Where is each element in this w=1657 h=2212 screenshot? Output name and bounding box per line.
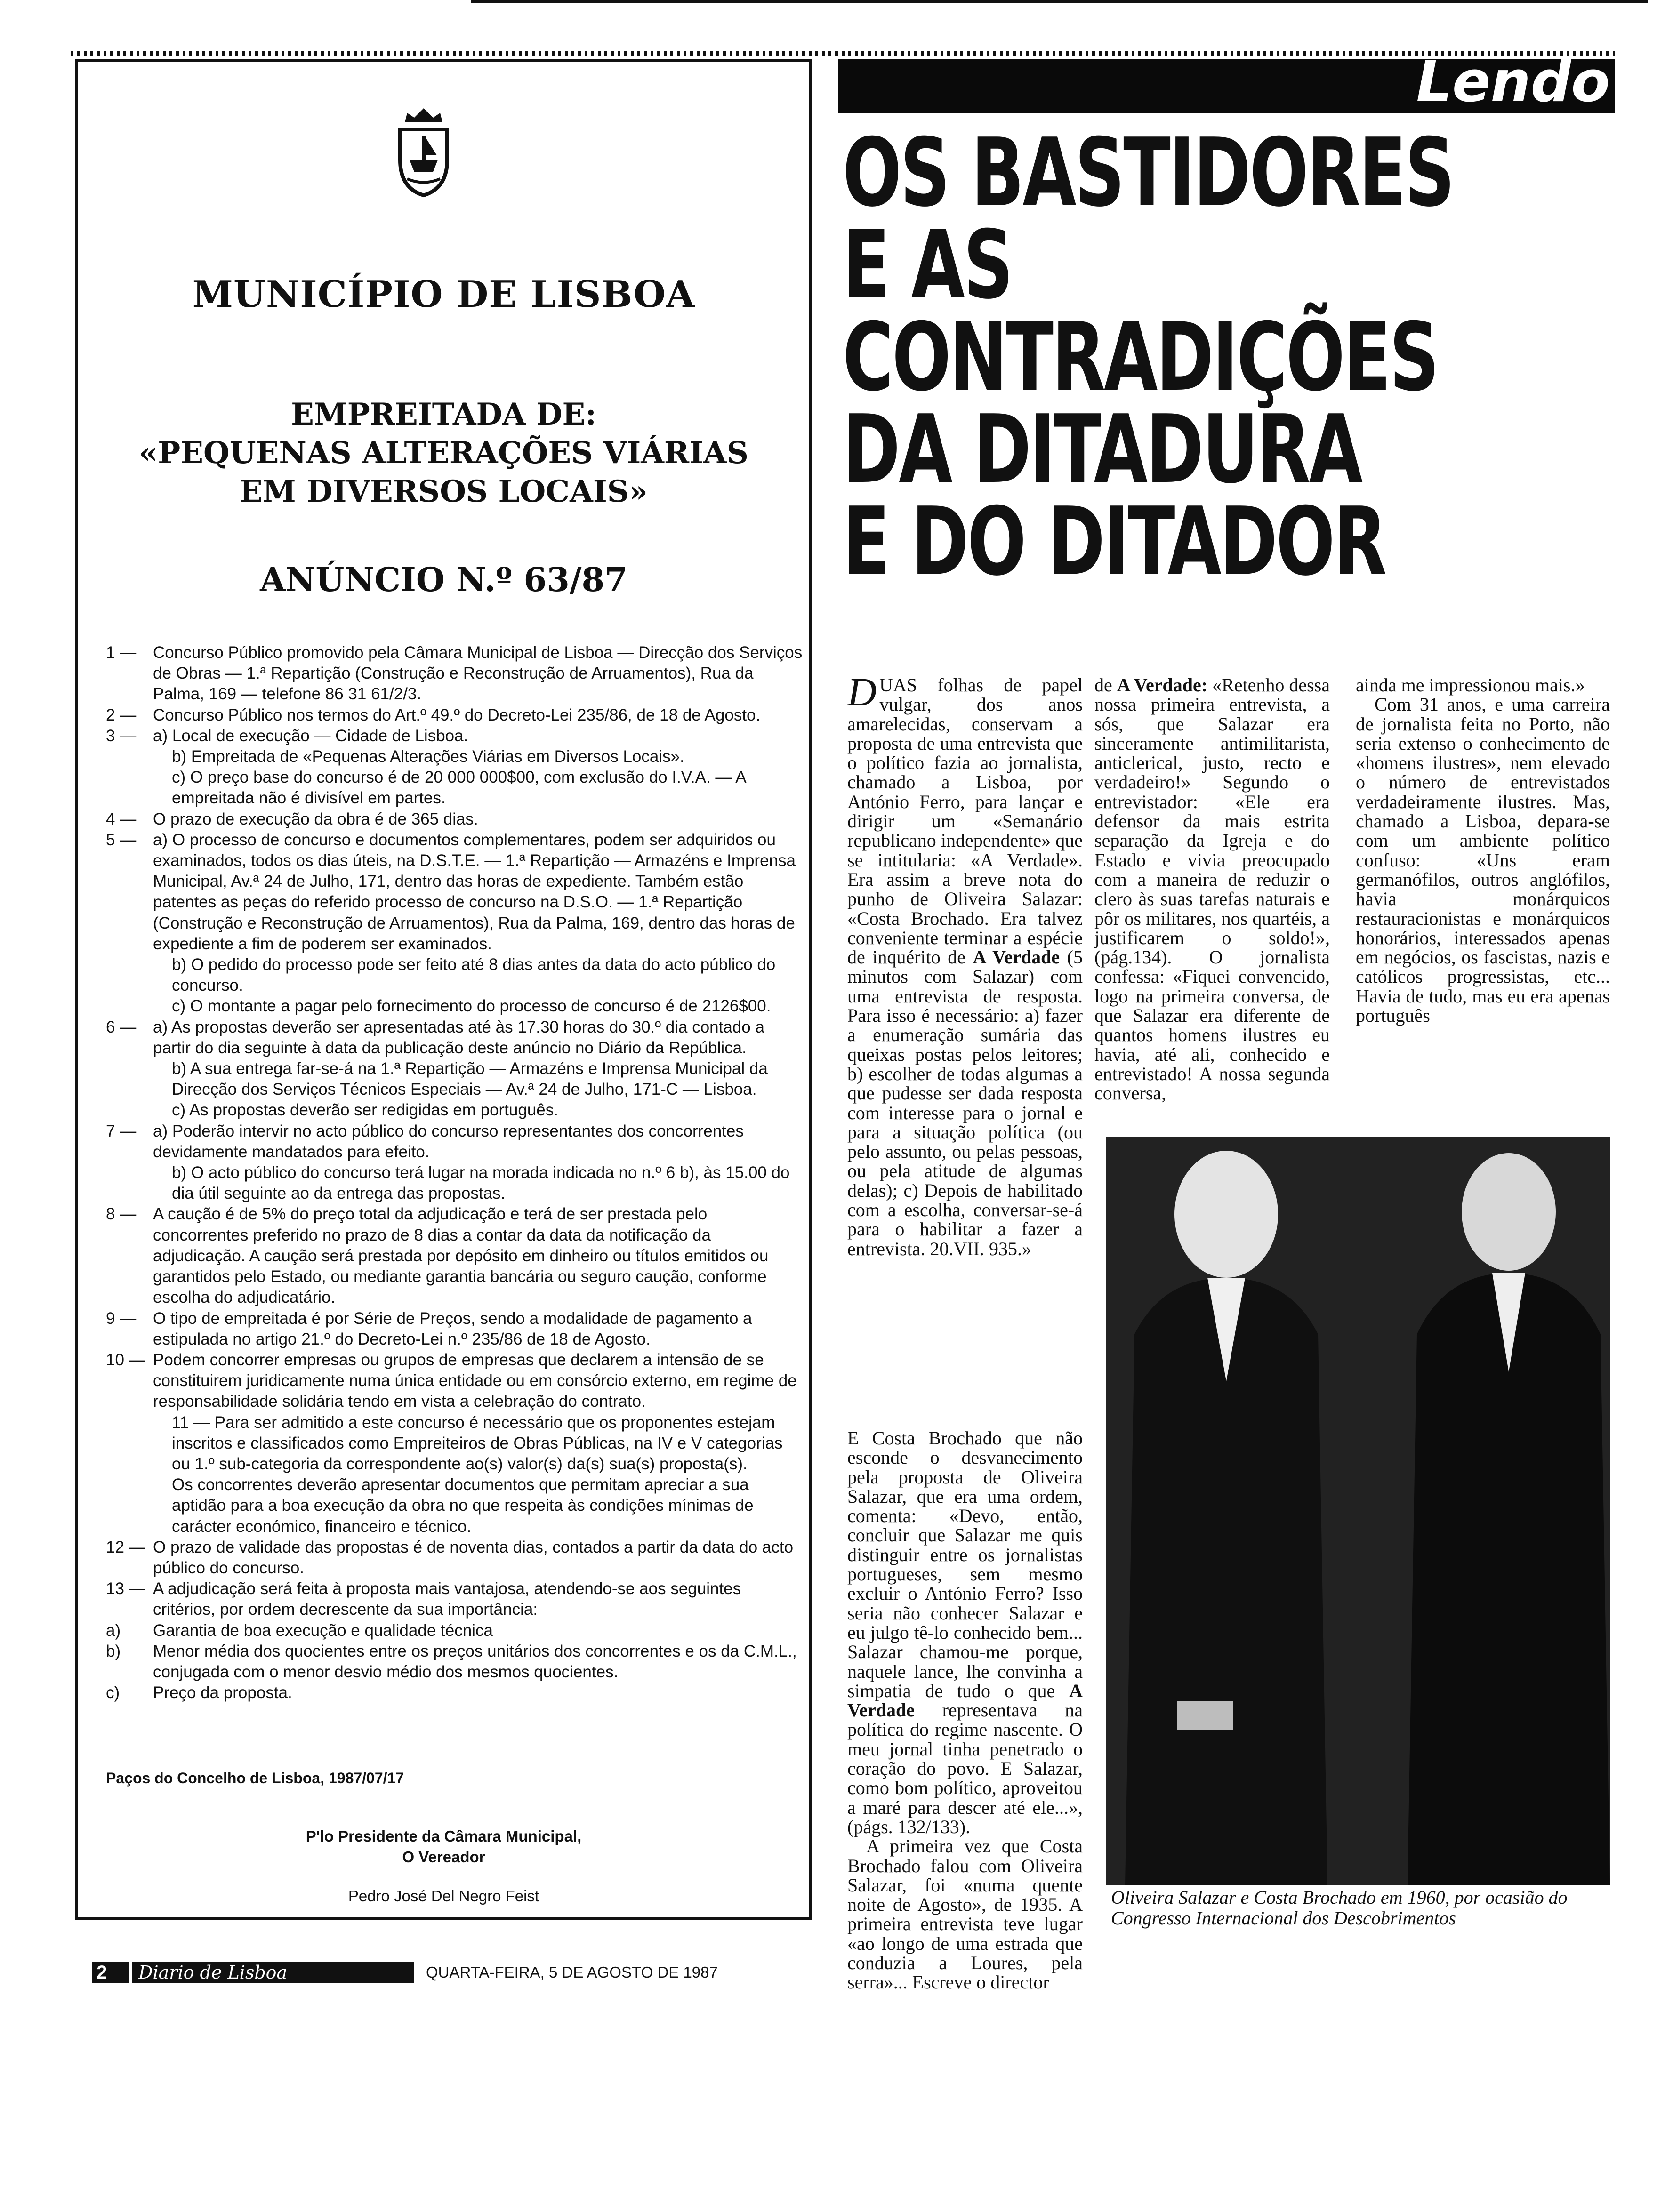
ad-place-date: Paços do Concelho de Lisboa, 1987/07/17	[106, 1770, 404, 1787]
clause-text: c) O montante a pagar pelo fornecimento do processo de concurso é de 2126$00.	[172, 997, 771, 1016]
clause-number: 6 —	[106, 1018, 137, 1036]
clause-text: 11 — Para ser admitido a este concurso é necessário que os proponentes estejam inscritos e classificados como Empreiteiros de Obras Públicas, na IV e V categorias ou 1.º sub-categoria da correspondente ao(s) valor(s) da(s) sua(s) proposta(s).	[172, 1413, 783, 1473]
scan-edge-mark	[471, 0, 1648, 3]
ad-clause	[106, 1204, 803, 1308]
clause-text: Preço da proposta.	[153, 1683, 292, 1702]
clause-number	[106, 767, 153, 809]
ad-clause	[106, 767, 803, 809]
ad-clause	[106, 726, 803, 746]
clause-text: O prazo de execução da obra é de 365 dias.	[153, 809, 478, 828]
headline-line: E DO DITADOR	[843, 487, 1386, 597]
clause-text: A adjudicação será feita à proposta mais vantajosa, atendendo-se aos seguintes critérios, por ordem decrescente da sua importância:	[153, 1579, 741, 1619]
ad-clause	[106, 1683, 803, 1703]
ad-subtitle	[75, 395, 812, 511]
clause-number: 5 —	[106, 830, 137, 849]
ad-title: MUNICÍPIO DE LISBOA	[192, 273, 695, 316]
newspaper-name: A Verdade	[973, 946, 1060, 968]
ad-clause	[106, 1121, 803, 1162]
clause-text: b) Empreitada de «Pequenas Alterações Viárias em Diversos Locais».	[172, 747, 684, 766]
article-column-2	[1094, 675, 1330, 1103]
article-column-3	[1356, 675, 1610, 1025]
ad-clause	[106, 1308, 803, 1350]
ad-clause	[106, 1412, 803, 1475]
ad-clause	[106, 1620, 803, 1641]
ad-clause	[106, 1641, 803, 1683]
ad-clause	[106, 954, 803, 996]
clause-number: a)	[106, 1621, 121, 1640]
clause-text: Garantia de boa execução e qualidade técnica	[153, 1621, 493, 1640]
clause-number: 3 —	[106, 726, 137, 745]
clause-number: 1 —	[106, 643, 137, 662]
clause-text: b) O pedido do processo pode ser feito até 8 dias antes da data do acto público do concurso.	[172, 955, 776, 995]
publication-date: QUARTA-FEIRA, 5 DE AGOSTO DE 1987	[426, 1964, 718, 1981]
ad-subtitle-line: EMPREITADA DE:	[291, 397, 596, 432]
article-paragraph: de A Verdade: «Retenho dessa nossa primeira entrevista, a sós, que Salazar era sinceramente antimilitarista, anticlerical, justo, recto e verdadeiro!» Segundo o entrevistador: «Ele era defensor da mais estrita separação da Igreja e do Estado e vivia preocupado com a maneira de reduzir o clero às suas tarefas naturais e pôr os militares, nos quartéis, a justificarem o soldo!», (pág.134). O jornalista confessa: «Fiquei convencido, logo na primeira conversa, de que Salazar era diferente de quantos homens ilustres eu havia, até ali, conhecido e entrevistado! A nossa segunda conversa,	[1094, 674, 1330, 1104]
clause-number: 9 —	[106, 1309, 137, 1328]
ad-subtitle-line: EM DIVERSOS LOCAIS»	[240, 474, 648, 509]
ad-clause	[106, 746, 803, 767]
clause-text: a) O processo de concurso e documentos complementares, podem ser adquiridos ou examinados, todos os dias úteis, na D.S.T.E. — 1.ª Repartição — Armazéns e Imprensa Municipal, Av.ª 24 de Julho, 171, dentro das horas de expediente. Também estão patentes as peças do referido processo de concurso na D.S.O. — 1.ª Repartição (Construção e Reconstrução de Arruamentos), Rua da Palma, 169, dentro das horas de expediente a fim de poderem ser examinados.	[153, 830, 796, 953]
page-number: 2	[92, 1962, 129, 1983]
clause-number	[106, 996, 153, 1017]
newspaper-name: A Verdade	[847, 1680, 1083, 1721]
headline-line: E AS	[843, 210, 1012, 320]
clause-number	[106, 1162, 153, 1204]
ad-clause	[106, 809, 803, 830]
section-tag: Lendo	[1416, 49, 1610, 115]
clause-text: O prazo de validade das propostas é de noventa dias, contados a partir da data do acto público do concurso.	[153, 1538, 794, 1577]
clause-number	[106, 1058, 153, 1100]
clause-text: Podem concorrer empresas ou grupos de empresas que declarem a intensão de se constituirem juridicamente numa única entidade ou em consórcio externo, em regime de responsabilidade solidária tendo em vista a celebração do contrato.	[153, 1350, 797, 1411]
signer-role: O Vereador	[402, 1848, 485, 1866]
clause-text: Os concorrentes deverão apresentar documentos que permitam apreciar a sua aptidão para a boa execução da obra no que respeita às condições mínimas de carácter económico, financeiro e técnico.	[172, 1475, 754, 1536]
clause-text: a) Poderão intervir no acto público do concurso representantes dos concorrentes devidamente mandatados para efeito.	[153, 1122, 744, 1161]
clause-text: Concurso Público nos termos do Art.º 49.º do Decreto-Lei 235/86, de 18 de Agosto.	[153, 705, 761, 724]
clause-number	[106, 1475, 153, 1537]
article-paragraph: ainda me impressionou mais.»	[1356, 674, 1585, 696]
clause-number: 10 —	[106, 1350, 145, 1369]
signer-role: P'lo Presidente da Câmara Municipal,	[306, 1827, 582, 1845]
clause-text: b) O acto público do concurso terá lugar na morada indicada no n.º 6 b), às 15.00 do dia útil seguinte ao da entrega das propostas.	[172, 1163, 790, 1203]
ad-notice-number: ANÚNCIO N.º 63/87	[260, 560, 627, 599]
clause-text: a) Local de execução — Cidade de Lisboa.	[153, 726, 468, 745]
ad-clause	[106, 1162, 803, 1204]
ad-clause	[106, 830, 803, 954]
article-photo	[1106, 1137, 1610, 1885]
lisbon-coat-of-arms-icon	[386, 104, 461, 198]
drop-cap: D	[847, 669, 877, 714]
clause-number: 13 —	[106, 1579, 145, 1598]
clause-number	[106, 1100, 153, 1121]
signer-name: Pedro José Del Negro Feist	[348, 1887, 539, 1905]
clause-number	[106, 1412, 153, 1475]
clause-number: 8 —	[106, 1205, 137, 1224]
newspaper-name: A Verdade:	[1117, 674, 1208, 696]
clause-number: b)	[106, 1642, 121, 1660]
headline-line: DA DITADURA	[843, 395, 1361, 505]
newspaper-masthead: Diario de Lisboa	[132, 1962, 414, 1983]
ad-subtitle-line: «PEQUENAS ALTERAÇÕES VIÁRIAS	[139, 435, 748, 471]
clause-text: c) O preço base do concurso é de 20 000 000$00, com exclusão do I.V.A. — A empreitada não é divisível em partes.	[172, 768, 746, 808]
article-headline	[843, 118, 1476, 597]
ad-clause	[106, 1350, 803, 1412]
clause-text: c) As propostas deverão ser redigidas em português.	[172, 1101, 558, 1120]
ad-clause	[106, 1058, 803, 1100]
headline-line: CONTRADIÇÕES	[843, 303, 1438, 412]
ad-clause	[106, 1579, 803, 1620]
clause-text: a) As propostas deverão ser apresentadas até às 17.30 horas do 30.º dia contado a partir do dia seguinte à data da publicação deste anúncio no Diário da República.	[153, 1018, 764, 1057]
article-column-1-continued	[847, 1428, 1083, 1992]
ad-clauses	[106, 642, 803, 1703]
article-paragraph: Com 31 anos, e uma carreira de jornalista feita no Porto, não seria extenso o conhecimento de «homens ilustres», nem elevado o número de entrevistados verdadeiramente ilustres. Mas, chamado a Lisboa, depara-se com um ambiente político confuso: «Uns eram germanófilos, outros anglófilos, havia monárquicos restauracionistas e monárquicos honorários, interessados apenas em negócios, os fascistas, nazis e católicos progressistas, etc... Havia de tudo, mas eu era apenas português	[1356, 694, 1610, 1026]
clause-number: 4 —	[106, 809, 137, 828]
article-paragraph: E Costa Brochado que não esconde o desvanecimento pela proposta de Oliveira Salazar, que era uma ordem, comenta: «Devo, então, concluir que Salazar me quis distinguir entre os jornalistas portugueses, sem mesmo excluir o António Ferro? Isso seria não conhecer Salazar e eu julgo tê-lo conhecido bem... Salazar chamou-me porque, naquele lance, lhe convinha a simpatia de tudo o que A Verdade representava na política do regime nascente. O meu jornal tinha penetrado o coração do povo. E Salazar, como bom político, aproveitou a maré para descer até ele...», (págs. 132/133).	[847, 1427, 1083, 1837]
clause-number: 2 —	[106, 705, 137, 724]
ad-clause	[106, 705, 803, 726]
clause-number	[106, 746, 153, 767]
ad-clause	[106, 642, 803, 705]
ad-clause	[106, 1475, 803, 1537]
clause-text: A caução é de 5% do preço total da adjudicação e terá de ser prestada pelo concorrentes preferido no prazo de 8 dias a contar da data da notificação da adjudicação. A caução será prestada por depósito em dinheiro ou títulos emitidos ou garantidos pelo Estado, ou mediante garantia bancária ou seguro caução, conforme escolha do adjudicatário.	[153, 1205, 769, 1307]
article-paragraph: DUAS folhas de papel vulgar, dos anos amarelecidas, conservam a proposta de uma entrevista que o político fazia ao jornalista, chamado a Lisboa, por António Ferro, para lançar e dirigir um «Semanário republicano independente» que se intitularia: «A Verdade». Era assim a breve nota do punho de Oliveira Salazar: «Costa Brochado. Era talvez conveniente terminar a espécie de inquérito de A Verdade (5 minutos com Salazar) com uma entrevista de resposta. Para isso é necessário: a) fazer a enumeração sumária das queixas postas pelos leitores; b) escolher de todas algumas a que pudesse ser dada resposta com interesse para o jornal e para a situação política (ou pelo assunto, ou pelas pessoas, ou pela atitude de algumas delas); c) Depois de habilitado com a escolha, conversar-se-á para o habilitar a fazer a entrevista. 20.VII. 935.»	[847, 669, 1083, 1259]
ad-clause	[106, 1100, 803, 1121]
ad-clause	[106, 996, 803, 1017]
photo-caption: Oliveira Salazar e Costa Brochado em 1960, por ocasião do Congresso Internacional dos Descobrimentos	[1111, 1887, 1568, 1929]
clause-number: 7 —	[106, 1122, 137, 1140]
ad-clause	[106, 1017, 803, 1058]
clause-text: O tipo de empreitada é por Série de Preços, sendo a modalidade de pagamento a estipulada no artigo 21.º do Decreto-Lei n.º 235/86 de 18 de Agosto.	[153, 1309, 752, 1348]
ad-clause	[106, 1537, 803, 1579]
clause-text: Concurso Público promovido pela Câmara Municipal de Lisboa — Direcção dos Serviços de Obras — 1.ª Repartição (Construção e Reconstrução de Arruamentos), Rua da Palma, 169 — telefone 86 31 61/2/3.	[153, 643, 803, 704]
clause-number: c)	[106, 1683, 120, 1702]
headline-line: OS BASTIDORES	[843, 118, 1454, 228]
ad-signature-block	[75, 1826, 812, 1867]
article-paragraph: A primeira vez que Costa Brochado falou com Oliveira Salazar, foi «numa quente noite de Agosto», de 1935. A primeira entrevista teve lugar «ao longo de uma estrada que conduzia a Loures, pela serra»... Escreve o director	[847, 1835, 1083, 1993]
article-column-1	[847, 669, 1083, 1259]
clause-text: b) A sua entrega far-se-á na 1.ª Repartição — Armazéns e Imprensa Municipal da Direcção dos Serviços Técnicos Especiais — Av.ª 24 de Julho, 171-C — Lisboa.	[172, 1059, 768, 1099]
clause-text: Menor média dos quocientes entre os preços unitários dos concorrentes e os da C.M.L., conjugada com o menor desvio médio dos mesmos quocientes.	[153, 1642, 797, 1681]
clause-number	[106, 954, 153, 996]
clause-number: 12 —	[106, 1538, 145, 1556]
